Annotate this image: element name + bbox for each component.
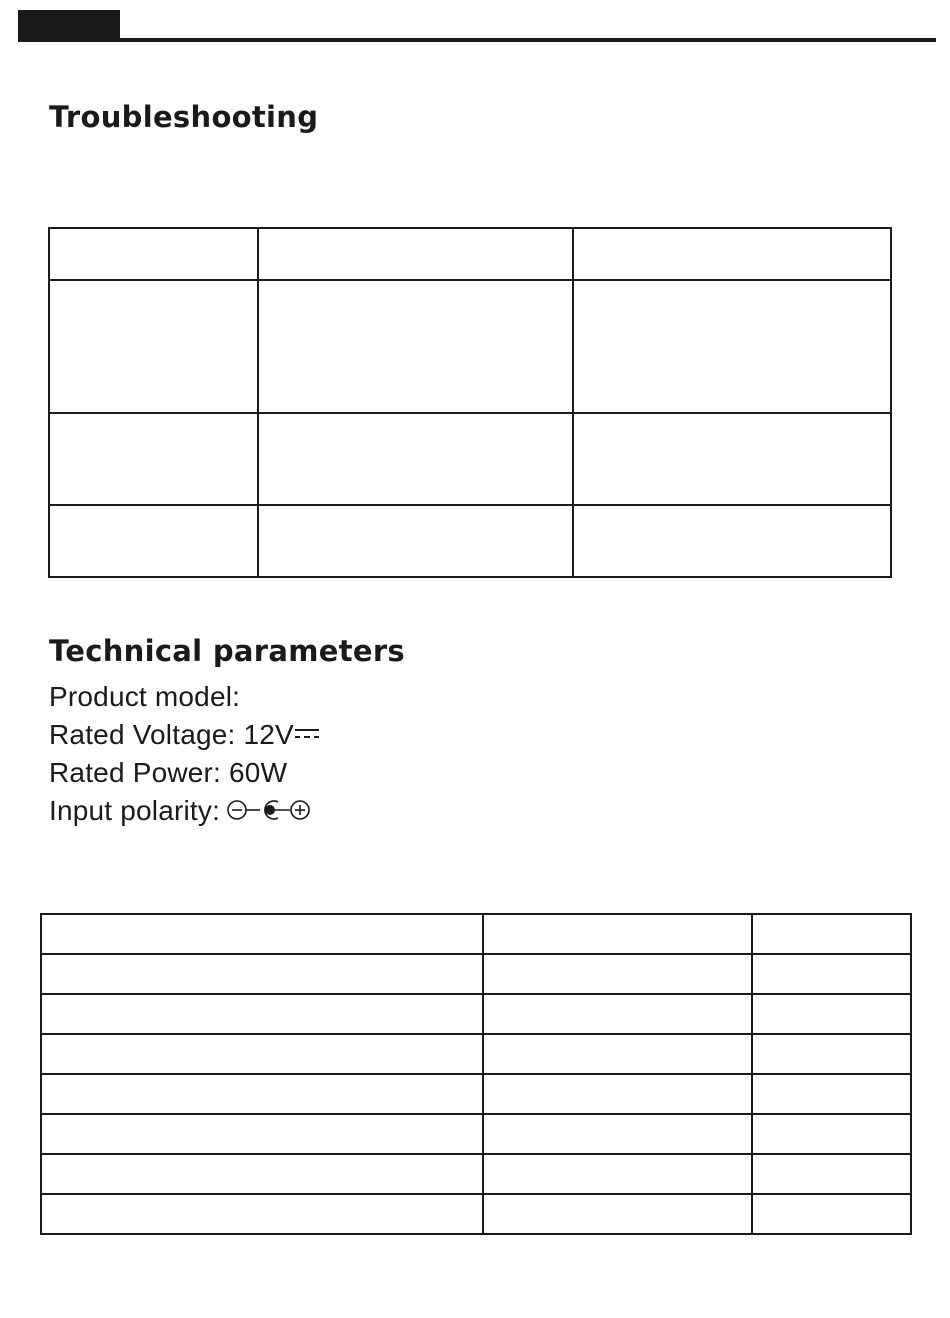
- table-cell: [752, 1034, 911, 1074]
- table-cell: [41, 1154, 483, 1194]
- table-cell: [258, 280, 573, 413]
- table-cell: [483, 994, 752, 1034]
- table-cell: [483, 1114, 752, 1154]
- table-cell: [752, 1154, 911, 1194]
- table-row: [41, 1034, 911, 1074]
- table-cell: [258, 228, 573, 280]
- table-row: [41, 1194, 911, 1234]
- table-cell: [41, 1074, 483, 1114]
- table-cell: [752, 1194, 911, 1234]
- table-cell: [49, 413, 258, 505]
- table-cell: [483, 954, 752, 994]
- table-cell: [483, 914, 752, 954]
- table-cell: [41, 954, 483, 994]
- rated-power-label: Rated Power: 60W: [49, 757, 288, 788]
- table-cell: [573, 280, 891, 413]
- table-row: [41, 1154, 911, 1194]
- table-row: [49, 505, 891, 577]
- table-row: [41, 1114, 911, 1154]
- technical-parameters-title: Technical parameters: [49, 634, 405, 668]
- table-cell: [573, 413, 891, 505]
- table-cell: [258, 505, 573, 577]
- table-row: [41, 954, 911, 994]
- product-model-line: [49, 678, 320, 716]
- table-cell: [49, 280, 258, 413]
- table-row: [41, 994, 911, 1034]
- table-row: [49, 280, 891, 413]
- input-polarity-line: [49, 792, 320, 830]
- table-cell: [483, 1194, 752, 1234]
- table-cell: [49, 228, 258, 280]
- table-cell: [483, 1154, 752, 1194]
- table-cell: [752, 954, 911, 994]
- header-rule: [18, 38, 936, 42]
- table-cell: [752, 1114, 911, 1154]
- table-cell: [752, 994, 911, 1034]
- table-cell: [49, 505, 258, 577]
- table-cell: [258, 413, 573, 505]
- technical-parameters-list: [49, 678, 320, 830]
- rated-voltage-line: [49, 716, 320, 754]
- dc-current-icon: [294, 726, 320, 740]
- rated-voltage-label: Rated Voltage: 12V: [49, 719, 294, 750]
- table-cell: [41, 1034, 483, 1074]
- troubleshooting-title: Troubleshooting: [49, 100, 319, 134]
- table-cell: [573, 505, 891, 577]
- specification-table: [40, 913, 912, 1235]
- table-cell: [41, 1114, 483, 1154]
- table-cell: [41, 994, 483, 1034]
- troubleshooting-table: [48, 227, 892, 578]
- table-cell: [41, 914, 483, 954]
- table-row: [41, 1074, 911, 1114]
- table-cell: [752, 914, 911, 954]
- table-row: [49, 228, 891, 280]
- input-polarity-label: Input polarity:: [49, 795, 221, 826]
- table-cell: [573, 228, 891, 280]
- rated-power-line: [49, 754, 320, 792]
- center-positive-polarity-icon: [226, 798, 312, 822]
- table-cell: [752, 1074, 911, 1114]
- table-cell: [483, 1074, 752, 1114]
- table-cell: [41, 1194, 483, 1234]
- table-row: [41, 914, 911, 954]
- table-cell: [483, 1034, 752, 1074]
- table-row: [49, 413, 891, 505]
- product-model-label: Product model:: [49, 681, 241, 712]
